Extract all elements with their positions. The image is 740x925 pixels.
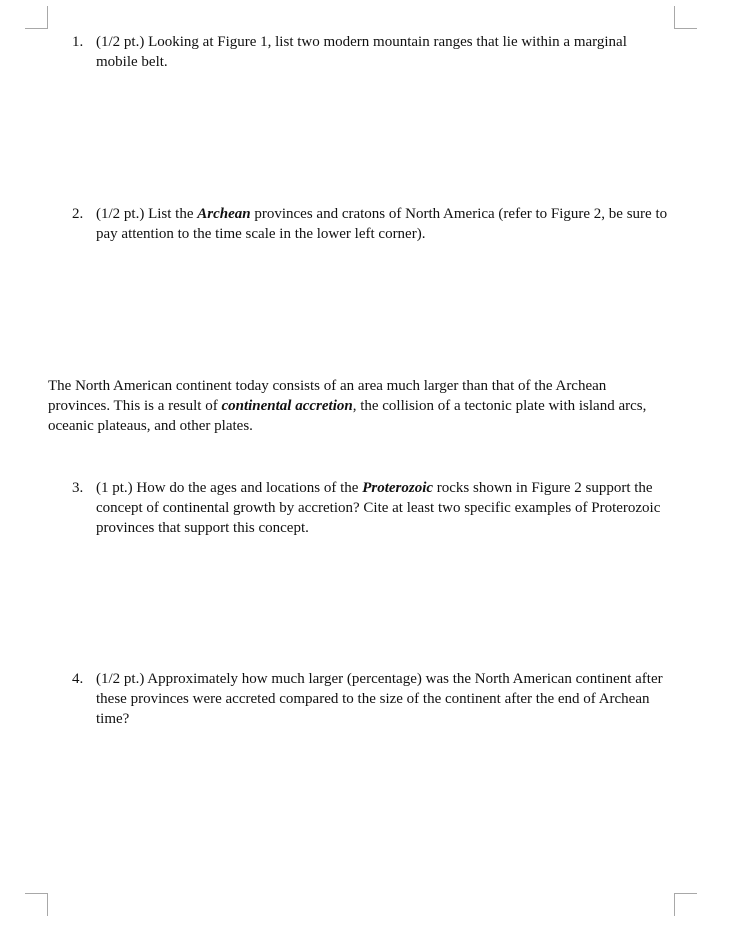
question-text: (1/2 pt.) Looking at Figure 1, list two modern mountain ranges that lie within a marginal mobile belt. [96, 34, 627, 70]
question-text: (1/2 pt.) List the Archean provinces and cratons of North America (refer to Figure 2, be sure to pay attention to the time scale in the lower left corner). [96, 206, 668, 242]
question-number: 2. [72, 206, 84, 222]
question-1 [72, 32, 672, 72]
question-4 [72, 669, 672, 729]
question-2 [72, 204, 672, 244]
crop-mark-top-right [674, 6, 697, 29]
question-text: (1/2 pt.) Approximately how much larger (percentage) was the North American continent after these provinces were accreted compared to the size of the continent after the end of Archean time? [96, 671, 663, 727]
crop-mark-top-left [25, 6, 48, 29]
crop-mark-bottom-left [25, 893, 48, 916]
question-number: 1. [72, 34, 84, 50]
crop-mark-bottom-right [674, 893, 697, 916]
question-number: 3. [72, 480, 84, 496]
question-text: (1 pt.) How do the ages and locations of the Proterozoic rocks shown in Figure 2 support the concept of continental growth by accretion? Cite at least two specific examples of Proterozoic provinces that support this concept. [96, 480, 661, 536]
emphasis-term: Proterozoic [362, 480, 434, 496]
intro-paragraph: The North American continent today consists of an area much larger than that of the Archean provinces. This is a result of continental accretion, the collision of a tectonic plate with island arcs, oceanic plateaus, and other plates. [48, 378, 647, 434]
emphasis-term: continental accretion [221, 398, 353, 414]
emphasis-term: Archean [197, 206, 251, 222]
question-3 [72, 478, 672, 538]
question-number: 4. [72, 671, 84, 687]
